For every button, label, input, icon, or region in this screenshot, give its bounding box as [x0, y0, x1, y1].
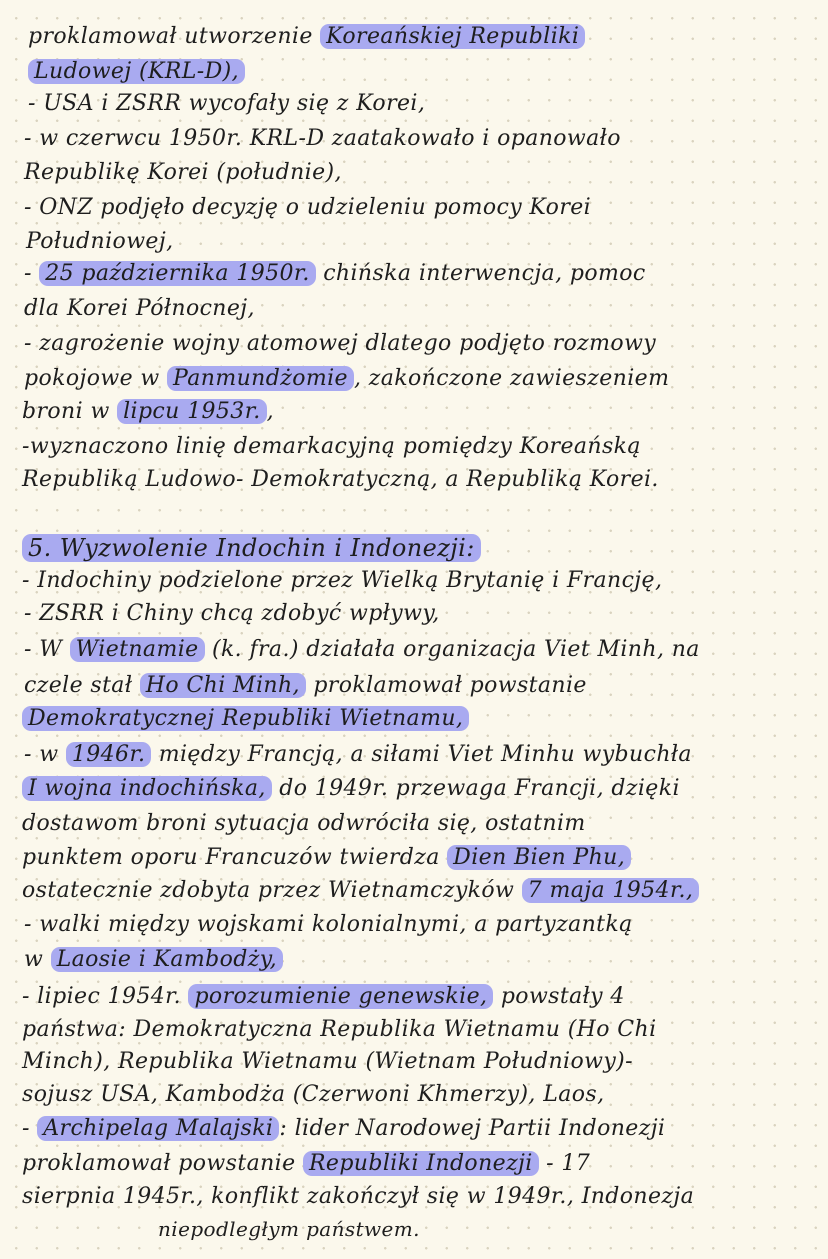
note-text: - 17 — [538, 1151, 591, 1176]
note-text: w — [24, 947, 51, 972]
note-text: proklamował utworzenie — [28, 24, 321, 49]
note-line — [22, 843, 631, 873]
note-line — [22, 1080, 604, 1110]
note-line — [22, 809, 586, 839]
note-text: Republiką Ludowo- Demokratyczną, a Republiką Korei. — [22, 467, 659, 492]
note-text: proklamował powstanie — [22, 1151, 303, 1176]
note-line — [22, 1182, 694, 1212]
highlighted-text: I wojna indochińska, — [22, 776, 272, 801]
note-line — [24, 945, 283, 975]
note-line — [24, 671, 587, 701]
note-text: - zagrożenie wojny atomowej dlatego podjęto rozmowy — [24, 331, 657, 356]
note-text: broni w — [22, 399, 118, 424]
note-text: do 1949r. przewaga Francji, dzięki — [271, 776, 680, 801]
note-line — [24, 910, 633, 940]
note-line — [22, 982, 625, 1012]
note-text: sierpnia 1945r., konflikt zakończył się w 1949r., Indonezja — [22, 1184, 695, 1209]
note-text: dostawom broni sytuacja odwróciła się, ostatnim — [22, 811, 586, 836]
note-line — [26, 227, 173, 257]
highlighted-text: 1946r. — [66, 742, 151, 767]
highlighted-text: Archipelag Malajski — [37, 1116, 279, 1141]
note-text: Minch), Republika Wietnamu (Wietnam Południowy)- — [22, 1049, 633, 1074]
note-text: niepodległym państwem. — [158, 1217, 420, 1241]
note-line — [22, 876, 699, 906]
note-text: czele stał — [24, 673, 140, 698]
note-text: - — [24, 261, 40, 286]
note-line — [28, 22, 585, 52]
note-text: Republikę Korei (południe), — [24, 160, 342, 185]
highlighted-text: lipcu 1953r. — [117, 399, 267, 424]
note-line — [24, 259, 646, 289]
note-line — [22, 397, 274, 427]
note-text: proklamował powstanie — [305, 673, 587, 698]
note-line — [24, 124, 621, 154]
note-text: między Francją, a siłami Viet Minhu wybuchła — [151, 742, 692, 767]
note-text: : lider Narodowej Partii Indonezji — [279, 1116, 666, 1141]
note-text: , — [266, 399, 275, 424]
note-line — [24, 740, 692, 770]
note-text: - ZSRR i Chiny chcą zdobyć wpływy, — [24, 601, 440, 626]
note-line — [24, 364, 669, 394]
note-line — [24, 599, 440, 629]
note-line — [22, 704, 469, 734]
note-text: punktem oporu Francuzów twierdza — [22, 845, 448, 870]
note-line — [22, 1047, 633, 1077]
highlighted-text: Laosie i Kambodży, — [51, 947, 283, 972]
note-text: państwa: Demokratyczna Republika Wietnamu (Ho Chi — [22, 1017, 657, 1042]
highlighted-text: Ho Chi Minh, — [140, 673, 306, 698]
highlighted-text: 7 maja 1954r., — [522, 878, 700, 903]
note-text: (k. fra.) działała organizacja Viet Minh, na — [204, 637, 700, 662]
highlighted-text: porozumienie genewskie, — [188, 984, 493, 1009]
highlighted-text: Wietnamie — [70, 637, 205, 662]
note-text: - USA i ZSRR wycofały się z Korei, — [28, 91, 426, 116]
note-line — [24, 193, 591, 223]
note-text: Południowej, — [26, 229, 174, 254]
highlighted-text: Demokratycznej Republiki Wietnamu, — [22, 706, 469, 731]
note-line — [24, 635, 700, 665]
highlighted-text: Ludowej (KRL-D), — [28, 59, 245, 84]
note-line — [28, 57, 245, 87]
note-text: dla Korei Północnej, — [24, 296, 255, 321]
note-text: - W — [24, 637, 70, 662]
note-text: ostatecznie zdobyta przez Wietnamczyków — [22, 878, 522, 903]
note-line — [24, 158, 342, 188]
note-text: chińska interwencja, pomoc — [315, 261, 646, 286]
note-text: - w — [24, 742, 66, 767]
highlighted-text: Republiki Indonezji — [303, 1151, 539, 1176]
note-line — [22, 1114, 665, 1144]
note-line — [24, 294, 255, 324]
note-line — [22, 1149, 590, 1179]
note-text: powstały 4 — [493, 984, 625, 1009]
note-line — [22, 432, 641, 462]
note-text: sojusz USA, Kambodża (Czerwoni Khmerzy), Laos, — [22, 1082, 605, 1107]
note-line — [158, 1214, 420, 1244]
note-text: - ONZ podjęło decyzję o udzieleniu pomocy Korei — [24, 195, 592, 220]
note-text: -wyznaczono linię demarkacyjną pomiędzy Koreańską — [22, 434, 641, 459]
note-line — [22, 774, 680, 804]
highlighted-text: Koreańskiej Republiki — [320, 24, 585, 49]
highlighted-text: 25 października 1950r. — [39, 261, 316, 286]
note-text: - — [22, 1116, 38, 1141]
highlighted-text: Panmundżomie — [167, 366, 354, 391]
note-text: - walki między wojskami kolonialnymi, a partyzantką — [24, 912, 633, 937]
note-line — [28, 89, 425, 119]
highlighted-text: Dien Bien Phu, — [447, 845, 631, 870]
note-line — [22, 1015, 657, 1045]
highlighted-text: 5. Wyzwolenie Indochin i Indonezji: — [22, 534, 481, 562]
note-line — [22, 566, 662, 596]
note-text: , zakończone zawieszeniem — [353, 366, 670, 391]
note-line — [24, 329, 656, 359]
note-text: - w czerwcu 1950r. KRL-D zaatakowało i opanowało — [24, 126, 621, 151]
section-heading — [22, 533, 481, 563]
note-text: pokojowe w — [24, 366, 168, 391]
note-line — [22, 465, 659, 495]
note-text: - lipiec 1954r. — [22, 984, 189, 1009]
note-text: - Indochiny podzielone przez Wielką Brytanię i Francję, — [22, 568, 663, 593]
